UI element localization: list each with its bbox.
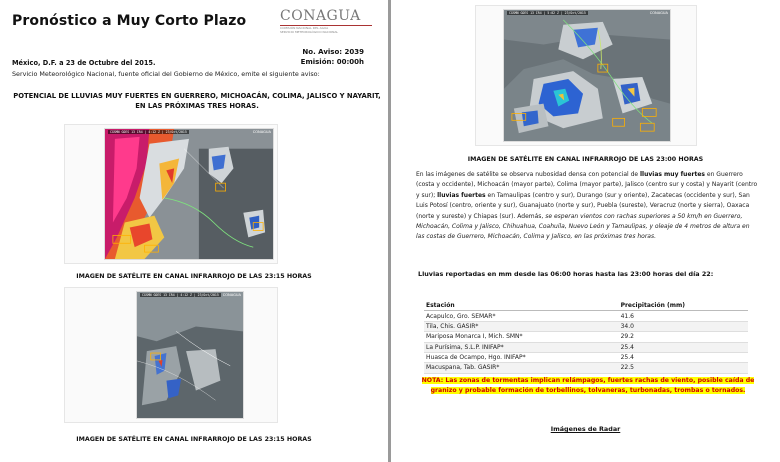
satellite-brand-1: CONAGUA: [252, 130, 271, 134]
satellite-image-2: [136, 291, 244, 419]
left-page: [0, 0, 388, 462]
aviso-number: No. Aviso: 2039: [302, 48, 364, 56]
storm-note: [416, 376, 760, 395]
paragraph-part-1: En las imágenes de satélite se observa nubosidad densa con potencial de: [416, 171, 640, 178]
satellite-stamp-2: CGSMN GOES 13 IR4 | 4:12 Z | 23/Oct/2015: [142, 293, 219, 297]
conagua-logo: [280, 8, 376, 36]
page-title: Pronóstico a Muy Corto Plazo: [12, 13, 247, 29]
date-line: México, D.F. a 23 de Octubre del 2015.: [12, 59, 156, 67]
logo-subline-1: COMISIÓN NACIONAL DEL AGUA: [280, 26, 329, 30]
headline: POTENCIAL DE LLUVIAS MUY FUERTES EN GUERRERO, MICHOACÁN, COLIMA, JALISCO Y NAYARIT, EN LAS PRÓXIMAS TRES HORAS.: [13, 92, 381, 110]
table-row: [424, 352, 748, 362]
satellite-stamp-top: CGSMN GOES 13 IR4 | 5:02 Z | 23/Oct/2015: [509, 11, 586, 15]
rain-table: [424, 301, 748, 374]
radar-section-title: Imágenes de Radar: [550, 425, 621, 433]
station-cell: Tila, Chis. GASIR*: [424, 321, 613, 331]
caption-image-2: IMAGEN DE SATÉLITE EN CANAL INFRARROJO DE LAS 23:15 HORAS: [76, 436, 312, 443]
precip-cell: 41.6: [613, 311, 748, 321]
precip-cell: 22.5: [613, 363, 748, 373]
satellite-image-1: [104, 128, 274, 260]
service-line: Servicio Meteorológico Nacional, fuente oficial del Gobierno de México, emite el siguiente aviso:: [12, 70, 320, 78]
station-cell: La Purísima, S.L.P. INIFAP*: [424, 342, 613, 352]
forecast-paragraph: [416, 170, 758, 243]
satellite-render-2: [137, 292, 243, 418]
station-cell: Acapulco, Gro. SEMAR*: [424, 311, 613, 321]
table-row: [424, 332, 748, 342]
station-cell: Macuspana, Tab. GASIR*: [424, 363, 613, 373]
rain-report-title: Lluvias reportadas en mm desde las 06:00 horas hasta las 23:00 horas del día 22:: [418, 270, 714, 278]
satellite-stamp-1: CGSMN GOES 13 IR4 | 4:12 Z | 23/Oct/2015: [110, 130, 187, 134]
table-row: [424, 311, 748, 321]
precip-cell: 25.4: [613, 352, 748, 362]
aviso-block: [301, 48, 364, 67]
logo-subline-2: SERVICIO METEOROLÓGICO NACIONAL: [280, 29, 339, 34]
caption-image-top: IMAGEN DE SATÉLITE EN CANAL INFRARROJO DE LAS 23:00 HORAS: [467, 156, 704, 163]
right-page: [391, 0, 780, 462]
paragraph-italic-1: se esperan vientos con rachas superiores a 50 km/h en Guerrero, Michoacán, Colima y Jalisco, Chihuahua, Coahuila, Nuevo León y Tamaulipas, y oleaje de 4 metros de altura en las costas de Guerrero, Michoacán, Colima y Jalisco, en las próximas tres horas.: [416, 212, 750, 241]
col-header-station: Estación: [424, 301, 613, 311]
logo-wordmark: CONAGUA: [280, 8, 361, 24]
table-row: [424, 342, 748, 352]
satellite-brand-2: CONAGUA: [222, 293, 241, 297]
satellite-render-top: [504, 10, 670, 141]
col-header-precip: Precipitación (mm): [613, 301, 748, 311]
precip-cell: 29.2: [613, 332, 748, 342]
emission-time: Emisión: 00:00h: [300, 57, 364, 66]
paragraph-part-3: en Tamaulipas (centro y sur), Durango (sur y oriente), Zacatecas (occidente y sur), San Luis Potosí (centro, oriente y sur), Guanajuato (norte y sur), Puebla (sureste), Veracruz (norte y sierra), Oaxaca (norte y sureste) y Chiapas (sur). Además,: [416, 191, 750, 220]
paragraph-bold-2: lluvias fuertes: [437, 191, 486, 199]
caption-image-1: IMAGEN DE SATÉLITE EN CANAL INFRARROJO DE LAS 23:15 HORAS: [76, 273, 312, 280]
paragraph-part-2: en Guerrero (costa y occidente), Michoacán (mayor parte), Colima (mayor parte), Jalisco (centro sur y costa) y Nayarit (centro y sur);: [416, 171, 758, 199]
rain-table-header-row: [424, 301, 748, 311]
satellite-image-top: [503, 9, 671, 142]
station-cell: Huasca de Ocampo, Hgo. INIFAP*: [424, 352, 613, 362]
table-row: [424, 363, 748, 373]
precip-cell: 25.4: [613, 342, 748, 352]
paragraph-bold-1: lluvias muy fuertes: [639, 171, 705, 178]
satellite-render-1: [105, 129, 273, 259]
table-row: [424, 321, 748, 331]
storm-note-text: NOTA: Las zonas de tormentas implican relámpagos, fuertes rachas de viento, posible caída de granizo y probable formación de torbellinos, tolvaneras, turbonadas, trombas o tornados.: [421, 377, 755, 394]
precip-cell: 34.0: [613, 321, 748, 331]
station-cell: Mariposa Monarca I, Mich. SMN*: [424, 332, 613, 342]
satellite-brand-top: CONAGUA: [649, 11, 668, 15]
